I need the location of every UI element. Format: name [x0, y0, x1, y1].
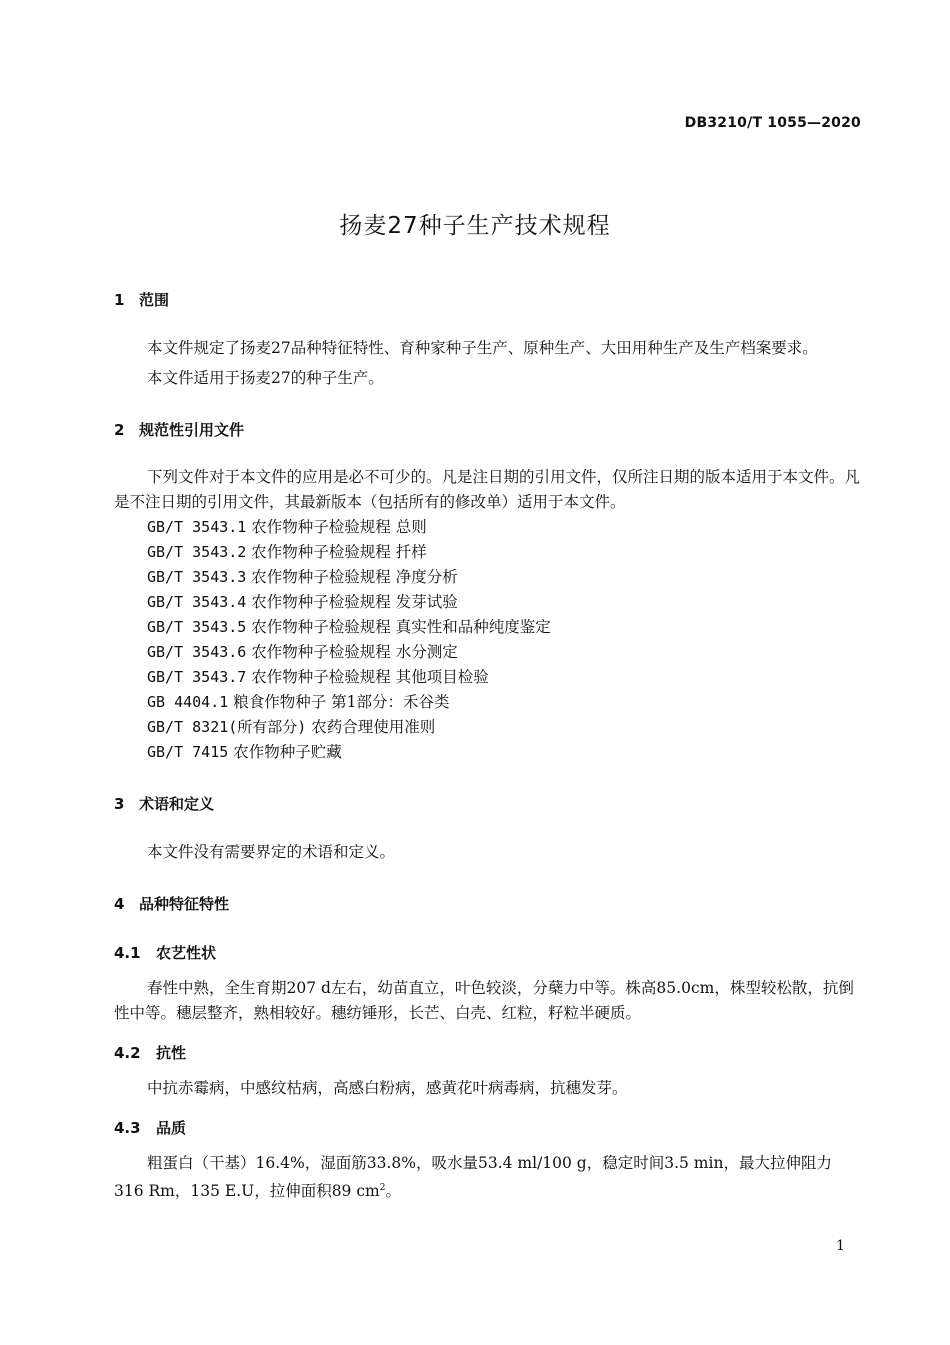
reference-name: 农作物种子检验规程 扦样 [251, 543, 427, 561]
paragraph-text: 粗蛋白（干基）16.4%，湿面筋33.8%，吸水量53.4 ml/100 g，稳定时间3.5 min，最大拉伸阻力316 Rm，135 E.U，拉伸面积89 cm [114, 1154, 832, 1201]
subsection-number: 4.3 [114, 1119, 141, 1137]
paragraph [114, 1151, 860, 1204]
reference-code: GB/T 3543.3 [147, 568, 247, 586]
reference-item [147, 690, 450, 712]
reference-code: GB/T 3543.5 [147, 618, 247, 636]
reference-item [147, 740, 342, 762]
reference-code: GB/T 8321(所有部分) [147, 718, 307, 736]
paragraph: 中抗赤霉病，中感纹枯病，高感白粉病，感黄花叶病毒病，抗穗发芽。 [147, 1079, 628, 1097]
reference-name: 农作物种子检验规程 总则 [251, 518, 427, 536]
section-1-heading [114, 289, 169, 310]
reference-code: GB/T 3543.1 [147, 518, 247, 536]
subsection-title: 抗性 [156, 1044, 187, 1062]
section-3-heading [114, 793, 214, 814]
section-number: 1 [114, 291, 125, 309]
section-number: 2 [114, 421, 125, 439]
reference-name: 农药合理使用准则 [311, 718, 436, 736]
reference-name: 农作物种子检验规程 水分测定 [251, 643, 458, 661]
reference-item [147, 590, 458, 612]
subsection-4-3-heading [114, 1117, 186, 1138]
section-number: 3 [114, 795, 125, 813]
section-number: 4 [114, 895, 125, 913]
document-title: 扬麦27种子生产技术规程 [339, 213, 611, 239]
paragraph-tail: 。 [385, 1182, 401, 1201]
reference-code: GB/T 3543.2 [147, 543, 247, 561]
paragraph: 本文件没有需要界定的术语和定义。 [147, 843, 396, 861]
reference-name: 农作物种子检验规程 发芽试验 [251, 593, 458, 611]
subsection-4-1-heading [114, 942, 216, 963]
reference-code: GB/T 3543.6 [147, 643, 247, 661]
section-title: 术语和定义 [139, 795, 215, 813]
reference-item [147, 665, 489, 687]
section-4-heading [114, 893, 229, 914]
subsection-4-2-heading [114, 1042, 186, 1063]
reference-item [147, 565, 458, 587]
paragraph: 春性中熟，全生育期207 d左右，幼苗直立，叶色较淡，分蘖力中等。株高85.0cm，株型较松散，抗倒性中等。穗层整齐，熟相较好。穗纺锤形，长芒、白壳、红粒，籽粒半硬质。 [114, 979, 854, 1022]
reference-item [147, 615, 551, 637]
paragraph: 本文件适用于扬麦27的种子生产。 [147, 369, 384, 387]
reference-item [147, 540, 427, 562]
subsection-title: 农艺性状 [156, 944, 217, 962]
reference-item [147, 715, 435, 737]
section-title: 范围 [139, 291, 170, 309]
superscript: 2 [379, 1183, 386, 1193]
section-title: 规范性引用文件 [139, 421, 245, 439]
section-2-heading [114, 419, 244, 440]
reference-code: GB/T 7415 [147, 743, 229, 761]
subsection-number: 4.1 [114, 944, 141, 962]
reference-name: 农作物种子贮藏 [233, 743, 342, 761]
reference-item [147, 515, 427, 537]
page-number: 1 [836, 1238, 845, 1254]
reference-name: 粮食作物种子 第1部分：禾谷类 [233, 693, 450, 711]
paragraph: 本文件规定了扬麦27品种特征特性、育种家种子生产、原种生产、大田用种生产及生产档案要求。 [147, 339, 818, 357]
reference-name: 农作物种子检验规程 真实性和品种纯度鉴定 [251, 618, 551, 636]
reference-name: 农作物种子检验规程 其他项目检验 [251, 668, 489, 686]
section-title: 品种特征特性 [139, 895, 230, 913]
subsection-number: 4.2 [114, 1044, 141, 1062]
document-number: DB3210/T 1055—2020 [684, 115, 861, 131]
subsection-title: 品质 [156, 1119, 187, 1137]
reference-code: GB/T 3543.4 [147, 593, 247, 611]
reference-item [147, 640, 458, 662]
reference-name: 农作物种子检验规程 净度分析 [251, 568, 458, 586]
reference-code: GB 4404.1 [147, 693, 229, 711]
paragraph: 下列文件对于本文件的应用是必不可少的。凡是注日期的引用文件，仅所注日期的版本适用于本文件。凡是不注日期的引用文件，其最新版本（包括所有的修改单）适用于本文件。 [114, 468, 861, 511]
reference-code: GB/T 3543.7 [147, 668, 247, 686]
